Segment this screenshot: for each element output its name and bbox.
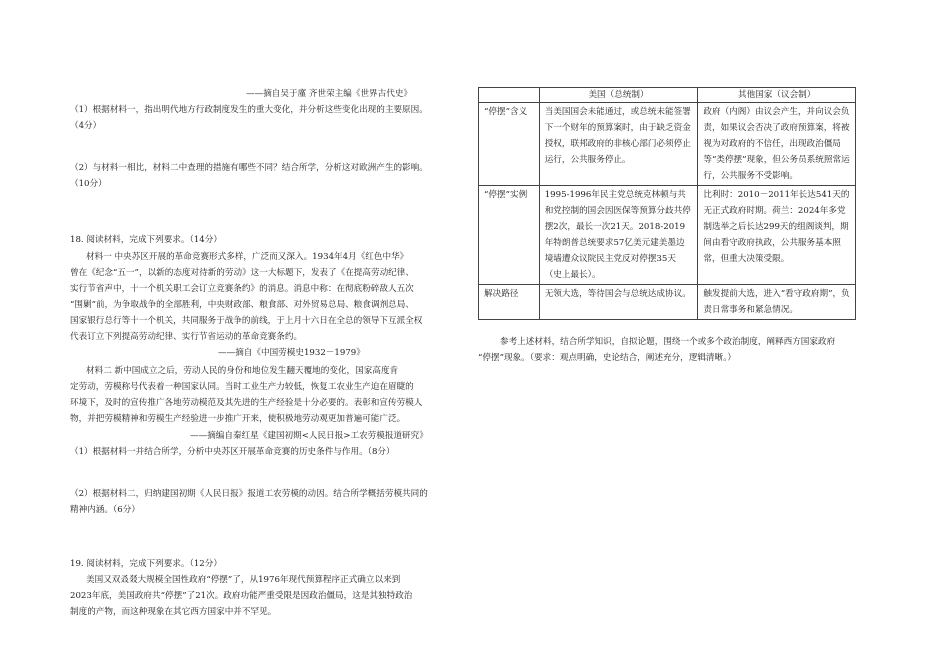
row-label: 解决路径 xyxy=(479,285,540,320)
material-one-line: 曾在《纪念“五一”，以新的态度对待新的劳动》这一大标题下，发表了《在提高劳动纪律、 xyxy=(70,268,414,278)
table-header-row xyxy=(479,88,856,103)
material-one-line: 实行节省声中，十一个机关职工会订立竞赛条约》的消息。消息中称：在彻底粉碎敌人五次 xyxy=(70,284,414,294)
question-17-2-score: （10分） xyxy=(70,179,107,189)
material-two-source: ——摘编自秦红星《建国初期<人民日报>工农劳模报道研究》 xyxy=(190,431,428,441)
question-18-title: 18. 阅读材料，完成下列要求。（14分） xyxy=(70,235,222,245)
question-17-1-score: （4分） xyxy=(70,121,102,131)
material-source-line: ——摘自吴于廑 齐世荣主编《世界古代史》 xyxy=(246,89,413,99)
table-row xyxy=(479,103,856,186)
other-cell: 比利时：2010－2011年长达541天的无正式政府时期。荷兰：2024年多党制选举之后长达299天的组阁谈判，期间由看守政府执政，公共服务基本照常，但重大决策受限。 xyxy=(698,186,856,285)
material-two-line: 环境下，及时的宣传推广各地劳动模范及其先进的生产经验是十分必要的。表彰和宣传劳模人 xyxy=(70,398,423,408)
question-19-prompt: 参考上述材料，结合所学知识，自拟论题，围绕一个或多个政治制度，阐释西方国家政府 xyxy=(500,337,836,347)
material-one-line: 国家银行总行等十一个机关，共同服务于战争的前线，于上月十六日在全总的领导下互派全权 xyxy=(70,316,423,326)
table-header-cell: 其他国家（议会制） xyxy=(698,88,856,103)
other-cell: 触发提前大选，进入“看守政府期”，负责日常事务和紧急情况。 xyxy=(698,285,856,320)
us-cell: 1995-1996年民主党总统克林顿与共和党控制的国会因医保等预算分歧共停摆2次，最长一次21天。2018-2019年特朗普总统要求57亿美元建美墨边境墙遭众议院民主党反对停摆35天（史上最长）。 xyxy=(539,186,698,285)
question-19-title: 19. 阅读材料，完成下列要求。（12分） xyxy=(70,559,222,569)
material-one-line: 代表订立下列提高劳动纪律、实行节省运动的革命竞赛条约。 xyxy=(70,332,303,342)
question-18-1: （1）根据材料一并结合所学，分析中央苏区开展革命竞赛的历史条件与作用。（8分） xyxy=(70,447,395,457)
material-two-line: 物，并把劳模精神和劳模生产经验进一步推广开来，使积极地劳动观更加普遍可能广泛。 xyxy=(70,414,406,424)
table-row xyxy=(479,285,856,320)
row-label: “停摆”实例 xyxy=(479,186,540,285)
question-19-line: 美国又双叒叕大规模全国性政府“停摆”了，从1976年现代预算程序正式确立以来到 xyxy=(86,575,401,585)
question-17-2: （2）与材料一相比，材料二中查理的措施有哪些不同？结合所学，分析这对欧洲产生的影响。 xyxy=(70,163,428,173)
question-19-line: 制度的产物，而这种现象在其它西方国家中并不罕见。 xyxy=(70,607,277,617)
table-header-cell xyxy=(479,88,540,103)
question-19-line: 2023年底，美国政府共“停摆”了21次。政府功能严重受限是因政治僵局，这是其独特政治 xyxy=(70,591,413,601)
us-cell: 当美国国会未能通过，或总统未能签署下一个财年的预算案时，由于缺乏资金授权，联邦政府的非核心部门必须停止运行，公共服务停止。 xyxy=(539,103,698,186)
question-17-1: （1）根据材料一，指出明代地方行政制度发生的重大变化，并分析这些变化出现的主要原因。 xyxy=(70,105,428,115)
row-label: “停摆”含义 xyxy=(479,103,540,186)
table-header-cell: 美国（总统制） xyxy=(539,88,698,103)
question-18-2-cont: 精神内涵。（6分） xyxy=(70,505,140,515)
material-one-source: ——摘自《中国劳模史1932－1979》 xyxy=(218,348,365,358)
comparison-table xyxy=(478,87,856,320)
material-two-line: 材料二 新中国成立之后，劳动人民的身份和地位发生翻天覆地的变化，国家高度肯 xyxy=(86,366,399,376)
question-19-prompt-cont: “停摆”现象。（要求：观点明确，史论结合，阐述充分，逻辑清晰。） xyxy=(478,353,737,363)
us-cell: 无领大选，等待国会与总统达成协议。 xyxy=(539,285,698,320)
material-one-line: “围剿”前，为争取战争的全部胜利，中央财政部、粮食部、对外贸易总局、粮食调剂总局、 xyxy=(70,300,414,310)
question-18-2: （2）根据材料二，归纳建国初期《人民日报》报道工农劳模的动因。结合所学概括劳模共同的 xyxy=(70,489,428,499)
material-two-line: 定劳动，劳模称号代表着一种国家认同。当时工业生产力较低，恢复工农业生产迫在眉睫的 xyxy=(70,382,414,392)
material-one-line: 材料一 中央苏区开展的革命竞赛形式多样，广泛而又深入。1934年4月《红色中华》 xyxy=(86,252,409,262)
table-row xyxy=(479,186,856,285)
other-cell: 政府（内阁）由议会产生，并向议会负责，如果议会否决了政府预算案，将被视为对政府的不信任，出现政治僵局等“类停摆”现象，但公务员系统照常运行，公共服务不受影响。 xyxy=(698,103,856,186)
